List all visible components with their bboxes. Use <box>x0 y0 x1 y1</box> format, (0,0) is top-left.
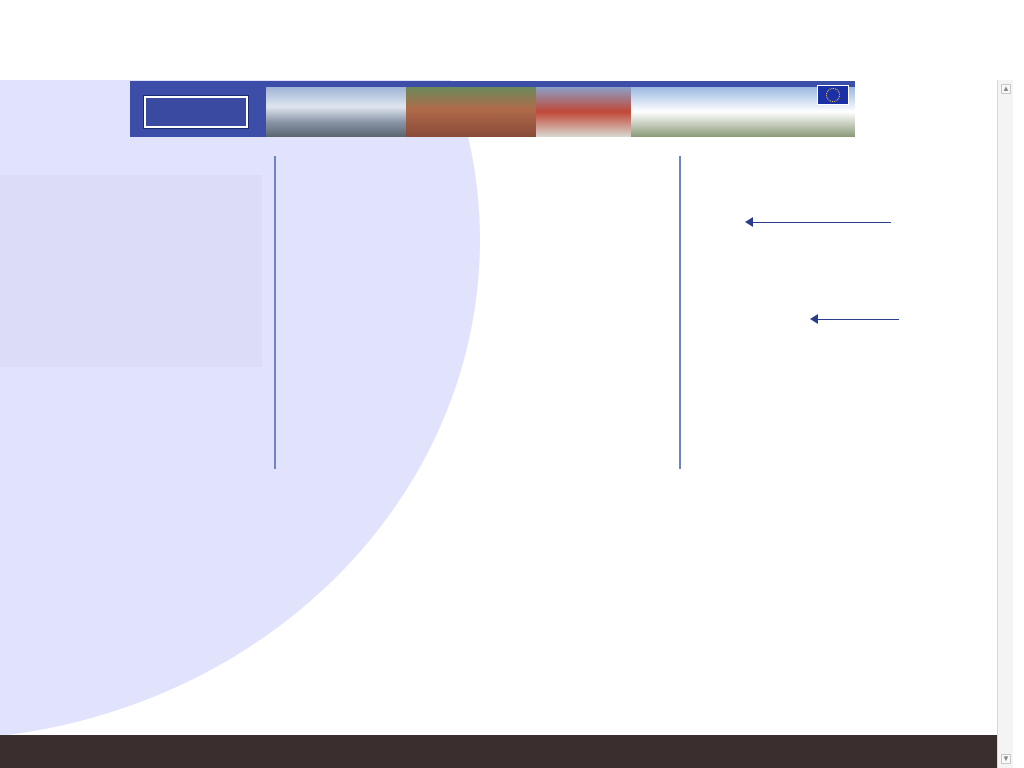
footer <box>0 735 997 768</box>
main-content <box>289 188 663 207</box>
background-decoration <box>0 80 997 735</box>
energy-label-image <box>689 181 849 361</box>
after-arrow-icon <box>745 217 753 227</box>
scroll-up-icon[interactable]: ▲ <box>1002 84 1010 93</box>
scroll-down-icon[interactable]: ▼ <box>1002 754 1010 763</box>
before-arrow-line <box>817 319 899 320</box>
ecobuildings-logo[interactable] <box>144 96 248 128</box>
before-arrow-icon <box>810 314 818 324</box>
divider <box>274 156 276 469</box>
after-arrow-line <box>752 222 891 223</box>
header-banner <box>130 81 855 137</box>
scrollbar[interactable] <box>997 80 1013 768</box>
divider <box>679 156 681 469</box>
building-photos <box>266 87 855 137</box>
eu-flag-icon <box>817 85 849 105</box>
